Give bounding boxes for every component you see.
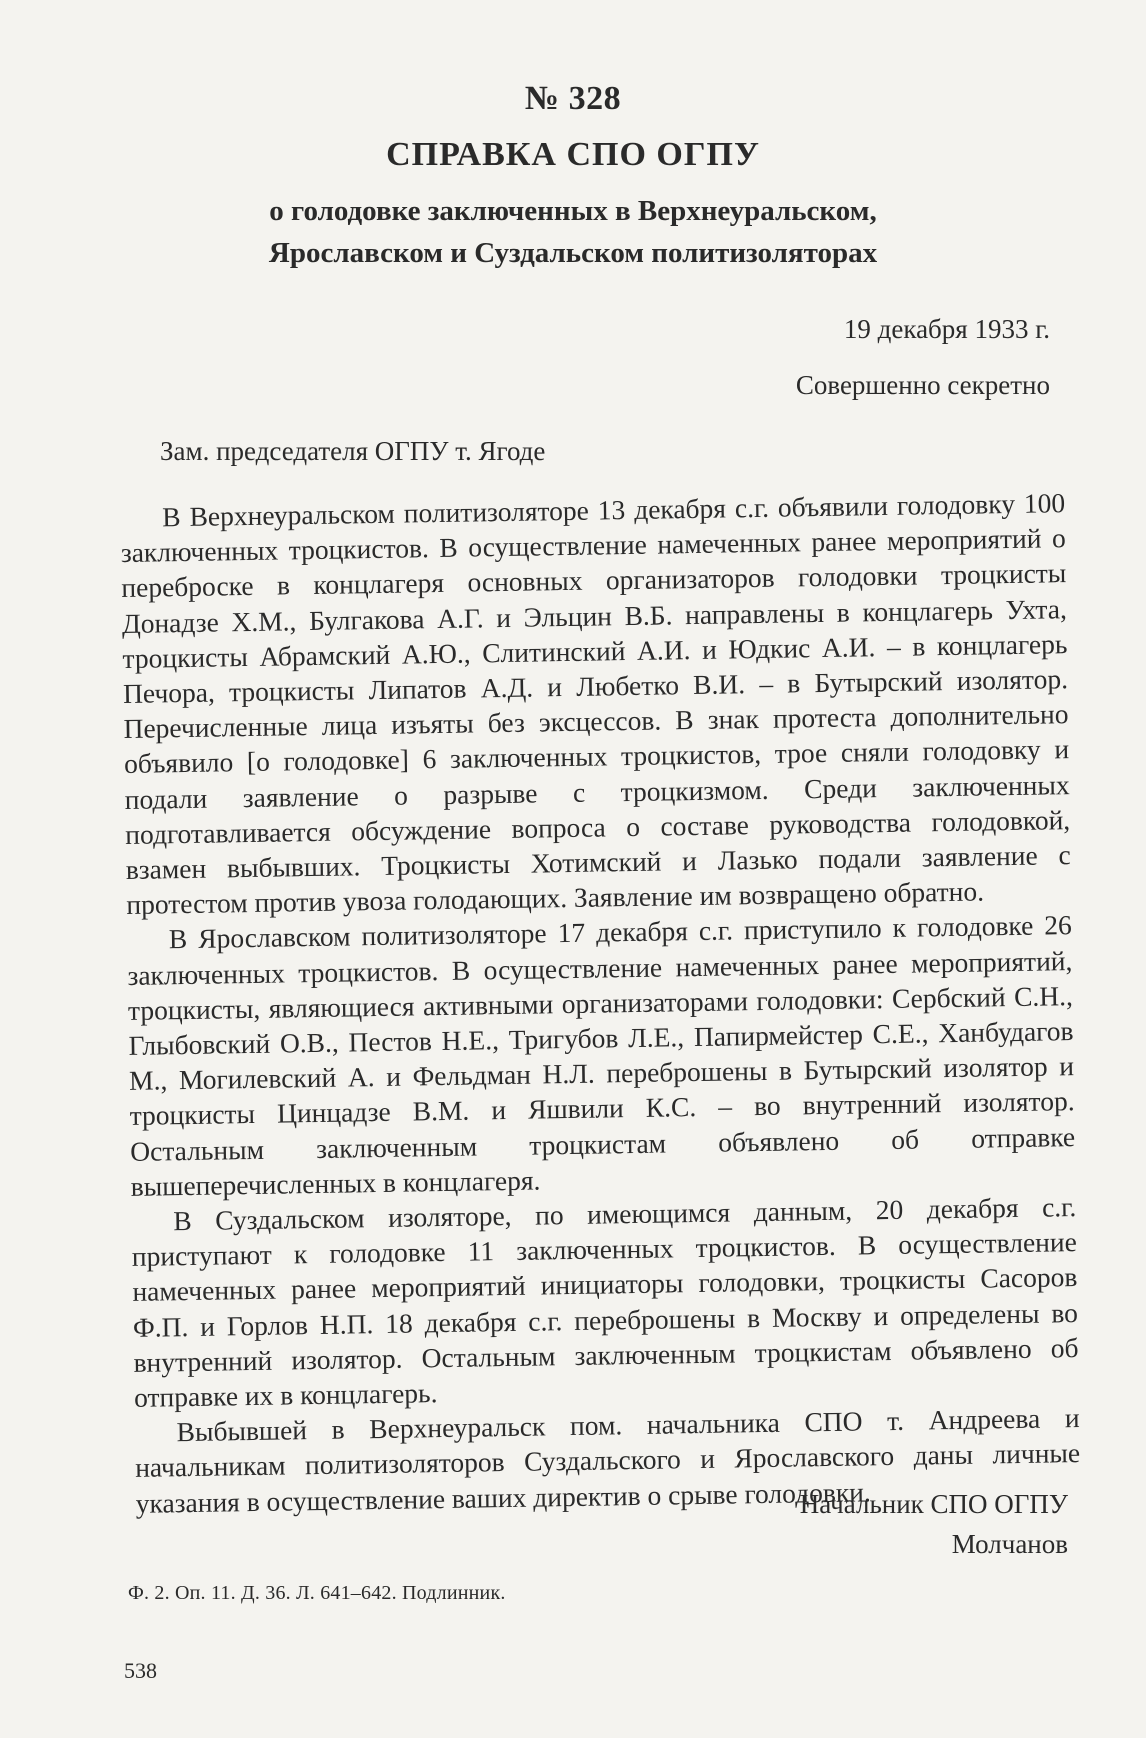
- subject-line-1: о голодовке заключенных в Верхнеуральском,: [269, 195, 877, 227]
- signature-block: [800, 1484, 1068, 1564]
- signature-title: Начальник СПО ОГПУ: [799, 1489, 1068, 1519]
- document-type-heading: СПРАВКА СПО ОГПУ: [386, 136, 760, 173]
- signature-name: Молчанов: [951, 1529, 1068, 1559]
- body-paragraph: В Ярославском политизоляторе 17 декабря с.г. приступило к голодовке 26 заключенных троцкистов. В осуществление намеченных ранее мероприятий, троцкисты, являющиеся активными организаторами голодовки: Сербский С.Н., Глыбовский О.В., Пестов Н.Е., Тригубов Л.Е., Папирмейстер С.Е., Ханбудагов М., Могилевский А. и Фельдман Н.Л. переброшены в Бутырский изолятор и троцкисты Цинцадзе В.М. и Яшвили К.С. – во внутренний изолятор. Остальным заключенным троцкистам объявлено об отправке вышеперечисленных в концлагеря.: [127, 909, 1076, 1202]
- document-number: № 328: [524, 80, 622, 117]
- document-subject: [0, 190, 1146, 274]
- classification-stamp: Совершенно секретно: [795, 370, 1050, 400]
- page-number: 538: [124, 1658, 157, 1683]
- document-date: 19 декабря 1933 г.: [843, 314, 1050, 344]
- document-body: [120, 485, 1081, 1521]
- archival-source-note: Ф. 2. Оп. 11. Д. 36. Л. 641–642. Подлинник.: [128, 1582, 506, 1604]
- body-paragraph: В Суздальском изоляторе, по имеющимся данным, 20 декабря с.г. приступают к голодовке 11 заключенных троцкистов. В осуществление намеченных ранее мероприятий инициаторы голодовки, троцкисты Сасоров Ф.П. и Горлов Н.П. 18 декабря с.г. переброшены в Москву и определены во внутренний изолятор. Остальным заключенным троцкистам объявлено об отправке их в концлагерь.: [131, 1191, 1079, 1413]
- body-paragraph: В Верхнеуральском политизоляторе 13 декабря с.г. объявили голодовку 100 заключенных троцкистов. В осуществление намеченных ранее мероприятий о переброске в концлагеря основных организаторов голодовки троцкисты Донадзе Х.М., Булгакова А.Г. и Эльцин В.Б. направлены в концлагерь Ухта, троцкисты Абрамский А.Ю., Слитинский А.И. и Юдкис А.И. – в концлагерь Печора, троцкисты Липатов А.Д. и Любетко В.И. – в Бутырский изолятор. Перечисленные лица изъяты без эксцессов. В знак протеста дополнительно объявило [о голодовке] 6 заключенных троцкистов, трое сняли голодовку и подали заявление о разрыве с троцкизмом. Среди заключенных подготавливается обсуждение вопроса о составе руководства голодовкой, взамен выбывших. Троцкисты Хотимский и Лазько подали заявление с протестом против увоза голодающих. Заявление им возвращено обратно.: [120, 487, 1071, 921]
- addressee: Зам. председателя ОГПУ т. Ягоде: [160, 436, 546, 466]
- subject-line-2: Ярославском и Суздальском политизоляторах: [268, 237, 878, 269]
- body-paragraph: Выбывшей в Верхнеуральск пом. начальника СПО т. Андреева и начальникам политизоляторов Суздальского и Ярославского даны личные указания в осуществление ваших директив о срыве голодовки.: [134, 1402, 1081, 1519]
